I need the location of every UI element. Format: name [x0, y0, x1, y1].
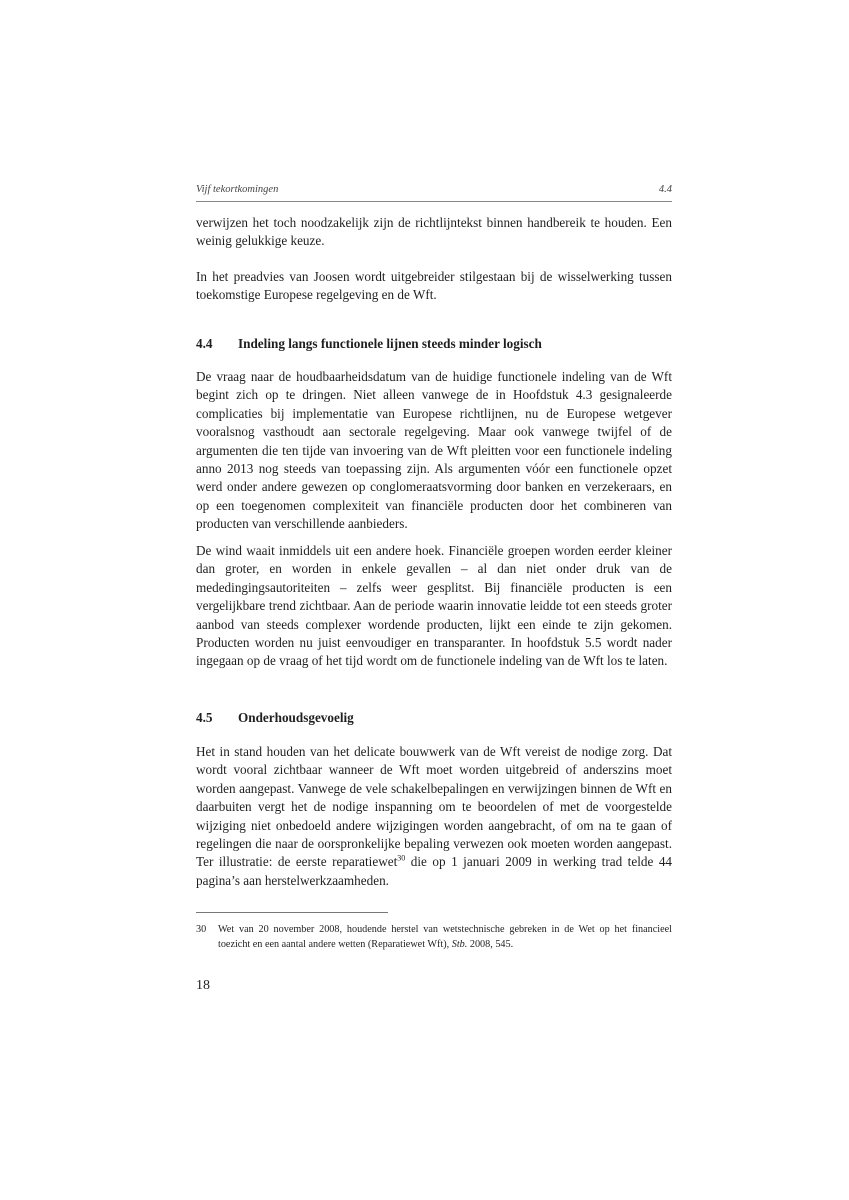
footnote-number: 30	[196, 924, 207, 935]
paragraph-preadvies: In het preadvies van Joosen wordt uitgebreider stilgestaan bij de wisselwerking tussen toekomstige Europese regelgeving en de Wft.	[196, 269, 672, 303]
running-head-section: 4.4	[658, 184, 672, 195]
footnote-text	[218, 922, 672, 952]
paragraph-continued: verwijzen het toch noodzakelijk zijn de richtlijntekst binnen handbereik te houden. Een weinig gelukkige keuze.	[196, 215, 672, 249]
section-heading-4-4	[196, 336, 672, 352]
section-number: 4.4	[196, 336, 213, 351]
footnote-text-end: 2008, 545.	[467, 939, 514, 950]
footnote-rule	[196, 912, 388, 913]
paragraph-text: Het in stand houden van het delicate bouwwerk van de Wft vereist de nodige zorg. Dat wordt vooral zichtbaar wanneer de Wft moet worden uitgebreid of anderszins moet worden aangepast. Vanwege de vele schakelbepalingen en verwijzingen binnen de Wft en daarbuiten vergt het de nodige inspanning om te beoordelen of met de voorgestelde wijziging niet onbedoeld andere wijzigingen worden aangebracht, of om na te gaan of regelingen die naar de oorspronkelijke bepaling verwezen ook moeten worden aangepast. Ter illustratie: de eerste reparatiewet	[196, 744, 672, 870]
paragraph-houdbaarheid: De vraag naar de houdbaarheidsdatum van de huidige functionele indeling van de Wft begint zich op te dringen. Niet alleen vanwege de in Hoofdstuk 4.3 gesignaleerde complicaties bij implementatie van Europese richtlijnen, nu de Europese wetgever vooralsnog vasthoudt aan sectorale regelgeving. Maar ook vanwege twijfel of de argumenten die ten tijde van invoering van de Wft pleitten voor een functionele indeling anno 2013 nog steeds van toepassing zijn. Als argumenten vóór een functionele opzet werd onder andere gewezen op conglomeraatsvorming door banken en verzekeraars, en op een toegenomen complexiteit van financiële producten door het combineren van producten van verschillende aanbieders.	[196, 369, 672, 532]
footnote-text-part: Wet van 20 november 2008, houdende herstel van wetstechnische gebreken in de Wet op het financieel toezicht en een aantal andere wetten (Reparatiewet Wft),	[218, 924, 672, 950]
section-heading-4-5	[196, 710, 672, 726]
paragraph-onderhoud	[196, 743, 672, 890]
header-rule	[196, 201, 672, 202]
paragraph-wind: De wind waait inmiddels uit een andere hoek. Financiële groepen worden eerder kleiner dan groter, en worden in enkele gevallen – al dan niet onder druk van de mededingingsautoriteiten – zelfs weer gesplitst. Bij financiële producten is een vergelijkbare trend zichtbaar. Aan de periode waarin innovatie leidde tot een steeds groter aanbod van steeds complexer wordende producten, lijkt een einde te zijn gekomen. Producten worden nu juist eenvoudiger en transparanter. In hoofdstuk 5.5 wordt nader ingegaan op de vraag of het tijd wordt om de functionele indeling van de Wft los te laten.	[196, 543, 672, 669]
page-number: 18	[196, 978, 210, 993]
section-number: 4.5	[196, 710, 213, 725]
section-title: Indeling langs functionele lijnen steeds minder logisch	[238, 336, 542, 351]
section-title: Onderhoudsgevoelig	[238, 710, 354, 725]
footnote-reference[interactable]: 30	[397, 854, 406, 864]
running-head-chapter: Vijf tekortkomingen	[196, 184, 279, 195]
paragraph-text-end: die op 1 januari 2009 in werking trad telde 44 pagina’s aan herstelwerkzaamheden.	[196, 854, 673, 888]
footnote	[196, 922, 672, 952]
document-page	[196, 0, 672, 1200]
footnote-italic: Stb.	[451, 939, 468, 950]
